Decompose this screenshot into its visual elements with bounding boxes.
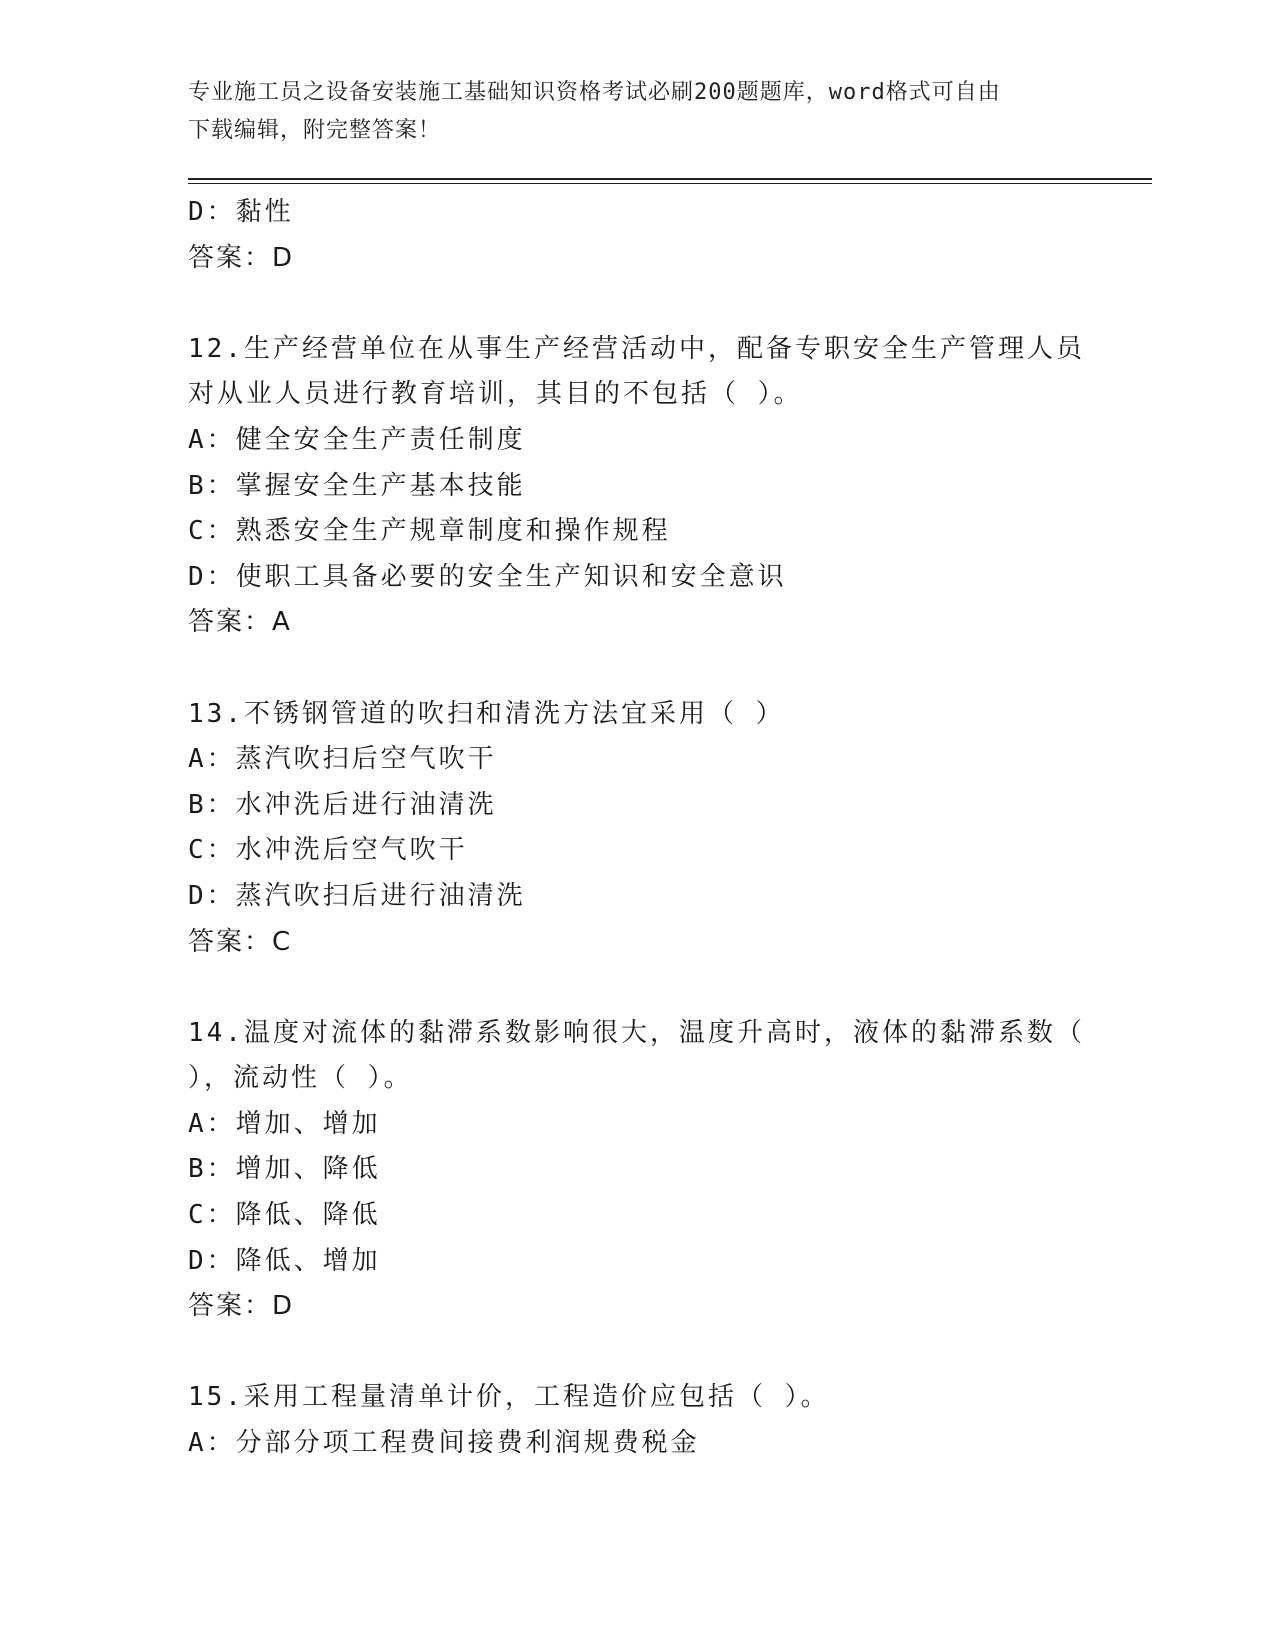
option-b: B：掌握安全生产基本技能	[188, 470, 526, 501]
option-a: A：分部分项工程费间接费利润规费税金	[188, 1428, 700, 1459]
question-stem: 13.不锈钢管道的吹扫和清洗方法宜采用（ ）	[188, 698, 785, 729]
spacer	[188, 965, 1088, 1011]
spacer	[188, 281, 1088, 327]
option-b: B：增加、降低	[188, 1154, 381, 1185]
option-a: A：蒸汽吹扫后空气吹干	[188, 744, 497, 775]
spacer	[188, 646, 1088, 692]
question-13	[188, 692, 1088, 966]
answer: 答案：D	[188, 1291, 295, 1322]
header-divider-thin	[188, 183, 1152, 184]
option-c: C：熟悉安全生产规章制度和操作规程	[188, 516, 671, 547]
option-a: A：增加、增加	[188, 1108, 381, 1139]
prev-option-d: D：黏性	[188, 197, 294, 227]
header-line-1: 专业施工员之设备安装施工基础知识资格考试必刷200题题库，word格式可自由	[188, 80, 1001, 105]
option-d: D：蒸汽吹扫后进行油清洗	[188, 880, 526, 911]
option-c: C：水冲洗后空气吹干	[188, 835, 468, 866]
question-content	[188, 190, 1088, 1467]
answer: 答案：A	[188, 607, 292, 638]
option-a: A：健全安全生产责任制度	[188, 424, 526, 455]
question-14	[188, 1011, 1088, 1330]
header-divider-thick	[188, 178, 1152, 180]
option-d: D：降低、增加	[188, 1245, 381, 1276]
document-header	[188, 74, 1088, 150]
question-stem: 14.温度对流体的黏滞系数影响很大，温度升高时，液体的黏滞系数（	[188, 1017, 1085, 1048]
question-15	[188, 1375, 1088, 1466]
option-c: C：降低、降低	[188, 1200, 381, 1231]
prev-answer: 答案：D	[188, 242, 295, 273]
question-stem-cont: 对从业人员进行教育培训，其目的不包括（ ）。	[188, 379, 803, 410]
answer: 答案：C	[188, 926, 293, 957]
question-stem: 15.采用工程量清单计价，工程造价应包括（ ）。	[188, 1382, 830, 1413]
option-d: D：使职工具备必要的安全生产知识和安全意识	[188, 561, 787, 592]
spacer	[188, 1330, 1088, 1376]
header-line-2: 下载编辑，附完整答案！	[188, 118, 442, 143]
question-stem: 12.生产经营单位在从事生产经营活动中，配备专职安全生产管理人员	[188, 333, 1085, 364]
question-stem-cont: ），流动性（ ）。	[188, 1063, 413, 1094]
question-12	[188, 327, 1088, 646]
option-b: B：水冲洗后进行油清洗	[188, 789, 497, 820]
